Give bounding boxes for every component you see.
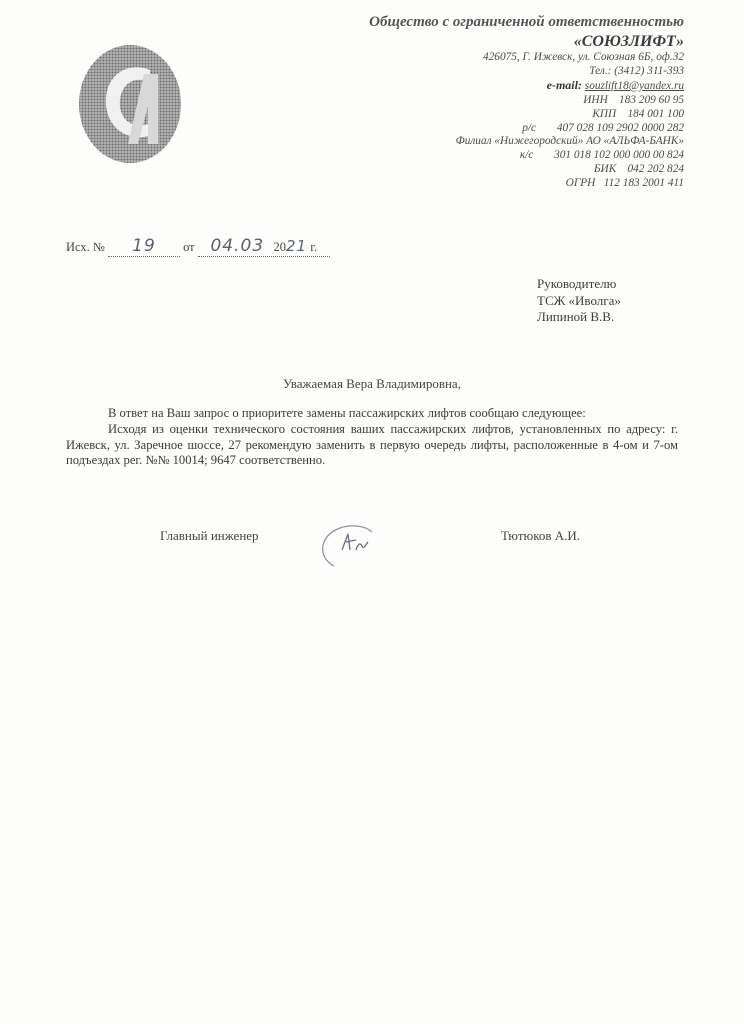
org-email-row	[369, 79, 684, 94]
org-bank: Филиал «Нижегородский» АО «АЛЬФА-БАНК»	[455, 135, 684, 148]
org-ogrn: ОГРН 112 183 2001 411	[565, 177, 684, 190]
email-link[interactable]: souzlift18@yandex.ru	[584, 79, 684, 92]
addressee-position: Руководителю	[537, 276, 617, 291]
org-kpp: КПП 184 001 100	[592, 107, 684, 120]
org-type: Общество с ограниченной ответственностью	[369, 14, 684, 30]
body-paragraph: Исходя из оценки технического состояния ваших пассажирских лифтов, установленных по адресу: г. Ижевск, ул. Заречное шоссе, 27 рекомендую заменить в первую очередь лифты, расположенные в 4-ом и 7-ом подъездах рег. №№ 10014; 9647 соответственно.	[66, 421, 678, 468]
org-name: «СОЮЗЛИФТ»	[573, 33, 684, 50]
body-paragraph: В ответ на Ваш запрос о приоритете замены пассажирских лифтов сообщаю следующее:	[108, 406, 586, 420]
org-ks-row	[369, 149, 684, 163]
letter-body	[66, 406, 678, 469]
outgoing-date: 04.03	[210, 236, 265, 256]
outgoing-label: Исх. №	[66, 240, 105, 254]
handwritten-signature	[312, 516, 384, 570]
org-bik: БИК 042 202 824	[593, 163, 684, 176]
email-label: e-mail:	[546, 77, 582, 92]
ks-value: 301 018 102 000 000 00 824	[554, 149, 684, 162]
outgoing-year-suffix: г.	[310, 240, 318, 254]
addressee-organization: ТСЖ «Иволга»	[537, 292, 621, 308]
outgoing-year-prefix: 20	[273, 240, 287, 254]
signatory-title: Главный инженер	[160, 528, 259, 543]
ks-label: к/с	[519, 149, 534, 162]
signatory-name: Тютюков А.И.	[501, 528, 581, 543]
outgoing-number: 19	[132, 236, 156, 256]
addressee-name: Липиной В.В.	[537, 309, 615, 324]
letterhead	[369, 14, 684, 191]
org-inn: ИНН 183 209 60 95	[583, 93, 684, 106]
addressee-block	[537, 276, 621, 326]
rs-value: 407 028 109 2902 0000 282	[556, 121, 684, 134]
outgoing-from-label: от	[183, 240, 195, 254]
org-phone: Тел.: (3412) 311-393	[589, 64, 684, 77]
org-rs-row	[369, 122, 684, 136]
org-address: 426075, Г. Ижевск, ул. Союзная 6Б, оф.32	[483, 51, 684, 63]
rs-label: р/с	[522, 121, 537, 134]
outgoing-number-field	[108, 236, 180, 257]
greeting: Уважаемая Вера Владимировна,	[283, 376, 461, 391]
outgoing-year: 21	[286, 237, 308, 255]
outgoing-number-line	[66, 236, 330, 257]
outgoing-date-field	[198, 236, 330, 257]
company-logo	[78, 44, 182, 164]
